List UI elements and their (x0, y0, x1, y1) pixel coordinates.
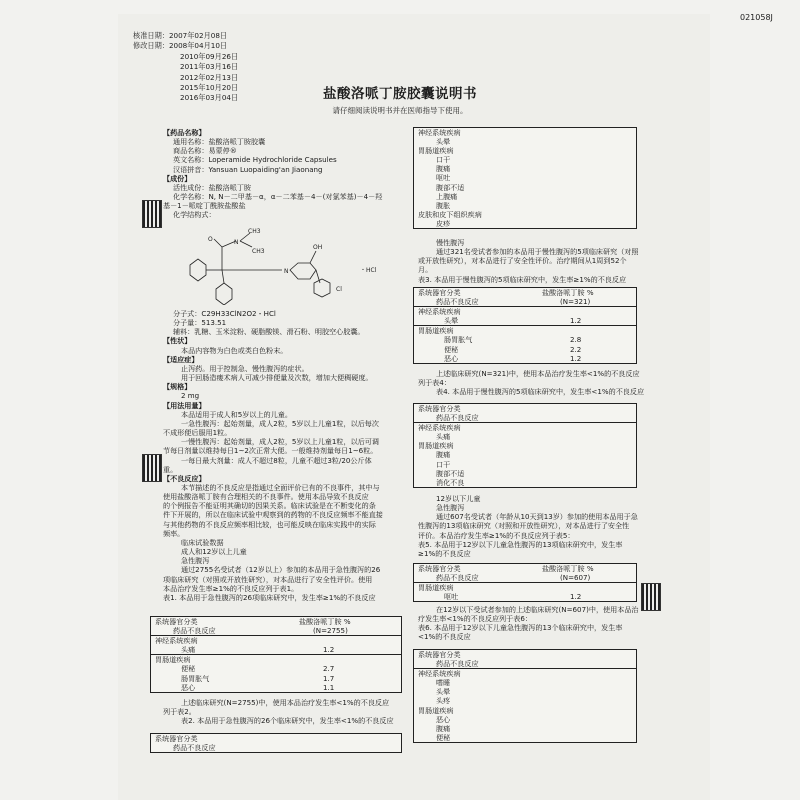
table-cell: 恶心 (444, 353, 459, 363)
document-code: 021058J (740, 13, 773, 22)
atom-label: CH3 (248, 228, 261, 235)
table-3 (413, 287, 637, 364)
table-header: 盐酸洛哌丁胺 % (542, 564, 594, 573)
table-cell: 呕吐 (444, 592, 459, 602)
indications-line: 止泻药。用于控制急、慢性腹泻的症状。 (181, 363, 309, 373)
table-cell: 1.2 (570, 316, 582, 326)
adverse-line: 通过2755名受试者（12岁以上）参加的本品用于急性腹泻的26 (181, 565, 381, 575)
revision-date: 修改日期：2008年04月10日 (133, 41, 228, 51)
dosage-line: 一急性腹泻：起始剂量，成人2粒，5岁以上儿童1粒，以后每次 (181, 418, 379, 428)
adverse-line: 与其他药物的不良反应频率相比较，也可能反映在临床实践中的实际 (163, 519, 376, 529)
table-cell: 腹部不适 (436, 468, 465, 478)
atom-label: N (234, 239, 239, 246)
table-header: 系统器官分类 (418, 288, 461, 297)
chronic-section (418, 238, 640, 284)
table-1 (150, 616, 402, 693)
structure-label: 化学结构式： (173, 210, 216, 220)
table-cell: 腹痛 (436, 164, 451, 174)
revision-date: 2010年09月26日 (180, 51, 239, 61)
pinyin-name: 汉语拼音：Yansuan Luopaiding'an Jiaonang (173, 164, 323, 174)
section-header-spec: 【规格】 (163, 382, 192, 392)
body-line: 通过607名受试者（年龄从10天到13岁）参加的使用本品用于急 (436, 512, 638, 522)
table-cell: 胃肠道疾病 (418, 146, 454, 156)
table-header: 盐酸洛哌丁胺 % (299, 617, 351, 626)
table-cell: 恶心 (181, 682, 196, 692)
table-caption: 表3. 本品用于慢性腹泻的5项临床研究中，发生率≥1%的不良反应 (418, 274, 627, 284)
table-cell: 腹痛 (436, 723, 451, 733)
body-line: 月。 (418, 265, 433, 275)
chlorophenyl-ring (314, 279, 330, 297)
phenyl-ring (216, 283, 232, 305)
left-column-cont (163, 309, 403, 602)
document-title: 盐酸洛哌丁胺胶囊说明书 (323, 86, 477, 102)
section-header-properties: 【性状】 (163, 336, 192, 346)
table-cell: 胃肠道疾病 (418, 441, 454, 451)
indications-line: 用于回肠造瘘术病人可减少排便量及次数，增加大便稠硬度。 (181, 373, 373, 383)
table-cell: 2.8 (570, 335, 582, 345)
table-caption: 表4. 本品用于慢性腹泻的5项临床研究中，发生率<1%的不良反应 (436, 387, 645, 397)
table-cell: 腹痛 (436, 450, 451, 460)
table-cell: 口干 (436, 155, 451, 165)
spec-text: 2 mg (181, 391, 200, 401)
table-caption: 表6. 本品用于12岁以下儿童急性腹泻的13个临床研究中，发生率 (418, 623, 623, 633)
table-cell: 头痛 (181, 645, 196, 655)
revision-date: 2011年03月16日 (180, 62, 239, 72)
body-line: 列于表2。 (163, 707, 196, 717)
left-column (163, 128, 403, 220)
table-cell: 口干 (436, 459, 451, 469)
adverse-line: 项临床研究（对照或开放性研究），对本品进行了安全性评价。使用 (163, 574, 373, 584)
generic-name: 通用名称：盐酸洛哌丁胺胶囊 (173, 137, 266, 147)
table-cell: 腹胀 (436, 200, 451, 210)
table-cell: 皮疹 (436, 218, 451, 228)
table-cell: 1.7 (323, 673, 335, 683)
chemical-name: 化学名称：N, N－二甲基－α，α－二苯基－4－(对氯苯基)－4－羟 (173, 192, 383, 202)
table-header: (N=607) (560, 573, 591, 583)
table-caption: 表1. 本品用于急性腹泻的26项临床研究中，发生率≥1%的不良反应 (163, 592, 376, 602)
table-header: 系统器官分类 (155, 617, 198, 626)
table-caption: <1%的不良反应 (418, 632, 471, 642)
english-name: 英文名称：Loperamide Hydrochloride Capsules (173, 155, 337, 165)
table-cell: 肠胃胀气 (181, 673, 210, 683)
body-line: 评价。本品治疗发生率≥1%的不良反应列于表5： (418, 530, 575, 540)
document-subtitle: 请仔细阅读说明书并在医师指导下使用。 (332, 106, 468, 115)
approval-date: 核准日期：2007年02月08日 (133, 31, 228, 40)
dosage-line: 一每日最大剂量：成人不超过8粒，儿童不超过3粒/20公斤体 (181, 455, 372, 465)
section-header-dosage: 【用法用量】 (163, 400, 206, 410)
table-cell: 1.2 (570, 353, 582, 363)
left-after-table1 (163, 698, 403, 725)
table-cell: 1.2 (323, 645, 335, 655)
active-ingredient: 活性成份：盐酸洛哌丁胺 (173, 182, 252, 192)
adverse-line: 件下开展的，所以在临床试验中观察到的药物的不良反应频率不能直接 (163, 510, 383, 520)
table-header: (N=321) (560, 297, 591, 307)
adverse-line: 本品治疗发生率≥1%的不良反应列于表1。 (163, 583, 299, 593)
atom-label: O (208, 236, 213, 243)
table-cell: 上腹痛 (436, 191, 458, 201)
table-cell: 胃肠道疾病 (418, 326, 454, 336)
body-line: 通过321名受试者参加的本品用于慢性腹泻的5项临床研究（对照 (436, 247, 639, 257)
table-5 (413, 563, 637, 602)
table-cell: 神经系统疾病 (418, 307, 461, 317)
table-header: 系统器官分类 (155, 734, 198, 743)
table-caption: ≥1%的不良反应 (418, 548, 471, 558)
trade-name: 商品名称：易蒙停® (173, 146, 237, 156)
atom-label: ・HCl (360, 267, 377, 274)
table-cell: 便秘 (181, 664, 196, 674)
subheading: 急性腹泻 (436, 503, 465, 513)
table-cell: 头疼 (436, 696, 451, 706)
adverse-line: 频率。 (163, 528, 185, 538)
after-table-3 (418, 369, 645, 397)
table-cell: 肠胃胀气 (444, 335, 473, 345)
table-header: 药品不良反应 (436, 573, 479, 583)
atom-label: Cl (336, 286, 342, 293)
table-cell: 便秘 (436, 732, 451, 742)
table-cell: 2.2 (570, 344, 582, 354)
table-cell: 便秘 (444, 344, 459, 354)
margin-barcode-icon (142, 454, 162, 482)
table-cell: 皮肤和皮下组织疾病 (418, 209, 482, 219)
revision-date: 2016年03月04日 (180, 93, 239, 103)
adverse-subheading: 急性腹泻 (181, 556, 210, 566)
section-header-indications: 【适应症】 (163, 354, 199, 364)
table-cell: 头痛 (436, 432, 451, 442)
phenyl-ring (190, 259, 206, 281)
table-cell: 神经系统疾病 (418, 669, 461, 679)
body-line: 在12岁以下受试者参加的上述临床研究(N=607)中，使用本品治 (436, 605, 639, 614)
dosage-line: 不成形便后服用1粒。 (163, 428, 232, 438)
table-cell: 神经系统疾病 (418, 423, 461, 433)
adverse-line: 的个例报告不能证明其确切的因果关系。临床试验是在不断变化的条 (163, 501, 376, 511)
table-header: 系统器官分类 (418, 650, 461, 659)
table-header: 盐酸洛哌丁胺 % (542, 288, 594, 297)
table-header: (N=2755) (313, 626, 348, 636)
table-caption: 表2. 本品用于急性腹泻的26个临床研究中，发生率<1%的不良反应 (181, 716, 394, 726)
revision-date: 2015年10月20日 (180, 83, 239, 93)
table-2 (150, 733, 402, 753)
table-header: 药品不良反应 (436, 297, 479, 307)
table-cell: 呕吐 (436, 173, 451, 183)
subheading: 慢性腹泻 (436, 238, 465, 247)
dosage-line: 本品适用于成人和5岁以上的儿童。 (181, 409, 292, 419)
dosage-line: 节每日剂量以维持每日1~2次正常大便。一般维持剂量每日1~6粒。 (163, 446, 378, 456)
adverse-subheading: 成人和12岁以上儿童 (181, 547, 247, 557)
table-cell: 恶心 (436, 714, 451, 724)
table-cell: 头晕 (436, 687, 451, 697)
margin-barcode-icon (142, 200, 162, 228)
body-line: 或开放性研究），对本品进行了安全性评价。治疗期间从1周到52个 (418, 256, 627, 266)
margin-barcode-icon (641, 583, 661, 611)
table-cell: 嗜睡 (436, 678, 451, 688)
atom-label: OH (313, 244, 323, 251)
table-cell: 胃肠道疾病 (155, 655, 191, 665)
adverse-line: 使用盐酸洛哌丁胺有合理相关的不良事件。使用本品导致不良反应 (163, 492, 369, 502)
body-line: 上述临床研究(N=321)中，使用本品治疗发生率<1%的不良反应 (436, 369, 640, 378)
table-cell: 腹部不适 (436, 182, 465, 192)
table-cell: 头晕 (444, 316, 459, 326)
table-cell: 1.2 (570, 592, 582, 602)
table-header: 药品不良反应 (173, 743, 216, 753)
after-table-5 (418, 605, 640, 642)
chemical-structure-diagram (170, 225, 400, 305)
table-header: 药品不良反应 (436, 413, 479, 423)
section-header-name: 【药品名称】 (163, 128, 206, 137)
table-header: 药品不良反应 (173, 626, 216, 636)
body-line: 疗发生率<1%的不良反应列于表6： (418, 614, 532, 624)
body-line: 上述临床研究(N=2755)中，使用本品治疗发生率<1%的不良反应 (181, 698, 390, 707)
atom-label: N (284, 268, 289, 275)
body-line: 列于表4： (418, 378, 451, 388)
molecular-formula: 分子式：C29H33ClN2O2・HCl (173, 309, 276, 318)
chemical-name-cont: 基－1－哌啶丁酰胺盐酸盐 (163, 201, 246, 211)
table-4 (413, 403, 637, 488)
table-header: 系统器官分类 (418, 404, 461, 413)
table-cell: 1.1 (323, 682, 335, 692)
dosage-line: 一慢性腹泻：起始剂量，成人2粒，5岁以上儿童1粒，以后可调 (181, 437, 379, 447)
section-header-adverse: 【不良反应】 (163, 473, 206, 483)
subheading: 12岁以下儿童 (436, 494, 481, 503)
excipients: 辅料：乳糖、玉米淀粉、硬脂酸镁、滑石粉、明胶空心胶囊。 (173, 327, 365, 337)
properties-text: 本品内容物为白色或类白色粉末。 (181, 345, 288, 355)
revision-date: 2012年02月13日 (180, 72, 239, 82)
adverse-line: 本节描述的不良反应是指通过全面评价已有的不良事件，其中与 (181, 482, 380, 492)
table-6 (413, 649, 637, 743)
pediatric-section (418, 494, 640, 558)
section-header-ingredients: 【成份】 (163, 173, 192, 183)
piperidine-ring (290, 263, 316, 279)
atom-label: CH3 (252, 248, 265, 255)
table-header: 系统器官分类 (418, 564, 461, 573)
table-cell: 胃肠道疾病 (418, 583, 454, 593)
table-caption: 表5. 本品用于12岁以下儿童急性腹泻的13项临床研究中，发生率 (418, 539, 623, 549)
table-cell: 胃肠道疾病 (418, 705, 454, 715)
table-cell: 神经系统疾病 (418, 128, 461, 137)
table-2-continued (413, 127, 637, 229)
dosage-line: 重。 (163, 464, 178, 474)
table-cell: 神经系统疾病 (155, 636, 198, 646)
table-cell: 头晕 (436, 137, 451, 147)
adverse-subheading: 临床试验数据 (181, 537, 224, 547)
table-header: 药品不良反应 (436, 659, 479, 669)
table-cell: 消化不良 (436, 477, 465, 487)
molecular-weight: 分子量：513.51 (173, 318, 227, 328)
body-line: 性腹泻的13项临床研究（对照和开放性研究），对本品进行了安全性 (418, 521, 630, 531)
table-cell: 2.7 (323, 664, 335, 674)
